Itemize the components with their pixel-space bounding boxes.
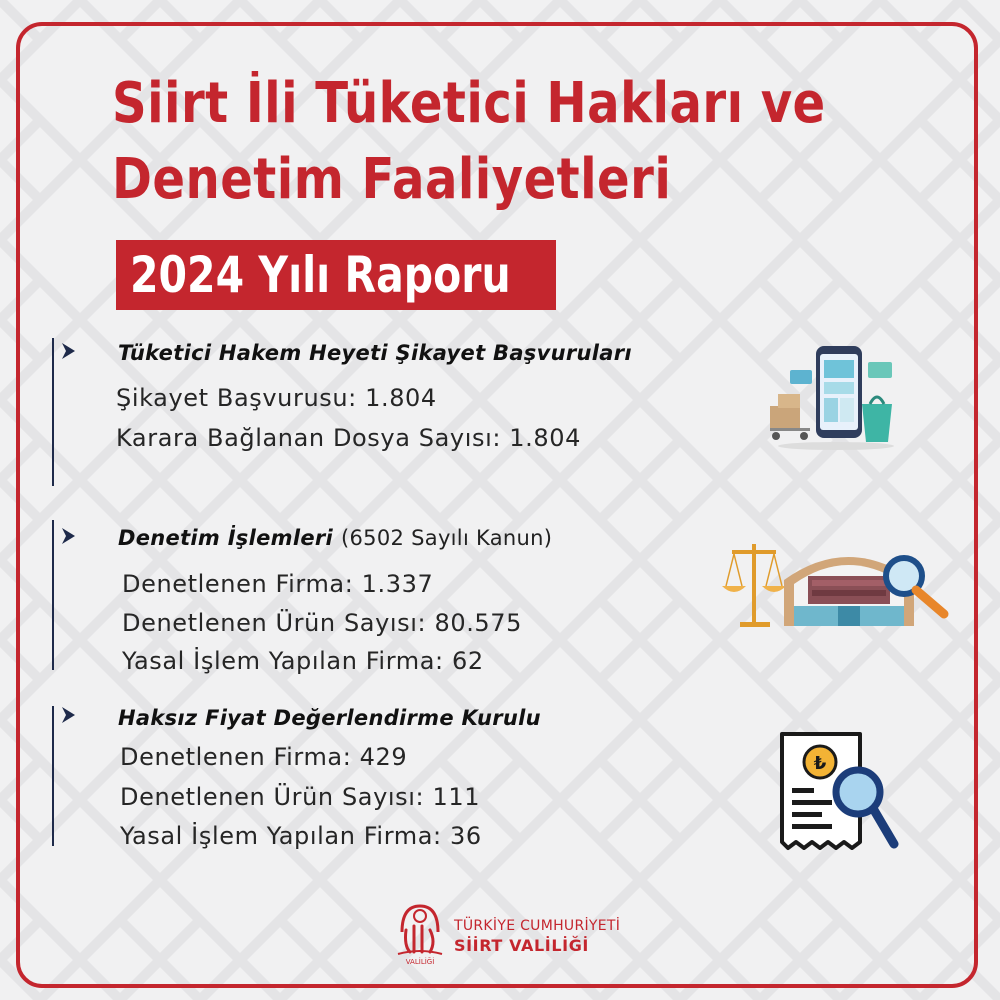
year-badge: 2024 Yılı Raporu xyxy=(116,240,556,310)
chevron-right-icon xyxy=(58,340,80,362)
svg-text:₺: ₺ xyxy=(813,753,827,774)
section-line: Denetlenen Firma: 429 xyxy=(120,743,408,771)
section-divider-line xyxy=(52,338,54,486)
section-title: Denetim İşlemleri (6502 Sayılı Kanun) xyxy=(118,526,553,550)
section-divider-line xyxy=(52,706,54,846)
svg-text:VALİLİĞİ: VALİLİĞİ xyxy=(405,958,435,966)
price-receipt-inspection-icon xyxy=(776,730,902,854)
section-title: Tüketici Hakem Heyeti Şikayet Başvuruları xyxy=(118,341,632,365)
section-divider-line xyxy=(52,520,54,670)
siirt-valiligi-logo xyxy=(392,902,448,968)
chevron-right-icon xyxy=(58,704,80,726)
section-line: Yasal İşlem Yapılan Firma: 62 xyxy=(122,647,484,675)
market-inspection-icon xyxy=(718,540,954,630)
section-line: Yasal İşlem Yapılan Firma: 36 xyxy=(120,822,482,850)
section-line: Şikayet Başvurusu: 1.804 xyxy=(116,384,437,412)
online-shopping-icon xyxy=(766,340,898,452)
section-line: Denetlenen Ürün Sayısı: 111 xyxy=(120,783,481,811)
footer-country: TÜRKİYE CUMHURİYETİ xyxy=(454,918,621,934)
chevron-right-icon xyxy=(58,525,80,547)
section-title: Haksız Fiyat Değerlendirme Kurulu xyxy=(118,706,541,730)
section-line: Karara Bağlanan Dosya Sayısı: 1.804 xyxy=(116,424,581,452)
section-line: Denetlenen Ürün Sayısı: 80.575 xyxy=(122,609,523,637)
page-title: Siirt İli Tüketici Hakları ve Denetim Faaliyetleri xyxy=(112,71,826,212)
section-line: Denetlenen Firma: 1.337 xyxy=(122,570,434,598)
footer-institution: SİİRT VALİLİĞİ xyxy=(454,936,589,955)
